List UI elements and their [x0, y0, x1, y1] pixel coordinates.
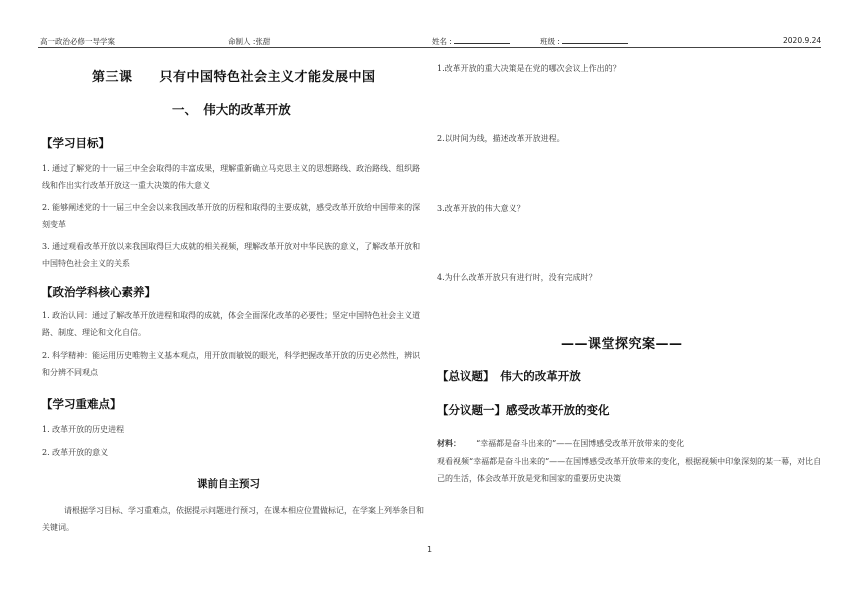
preview-heading: 课前自主预习: [197, 478, 260, 490]
literacy-item: 1. 政治认同：通过了解改革开放进程和取得的成就，体会全面深化改革的必要性；坚定中国特色社会主义道路、制度、理论和文化自信。: [42, 311, 421, 337]
activity-text: 观看视频“幸福都是奋斗出来的”——在国博感受改革开放带来的变化，根据视频中印象深刻的某一幕，对比自己的生活，体会改革开放是党和国家的重要历史决策: [437, 457, 822, 483]
material-line: [437, 431, 684, 450]
topic-heading: 【总议题】 伟大的改革开放: [437, 369, 581, 383]
goals-heading: 【学习目标】: [41, 136, 110, 150]
lesson-title: 第三课 只有中国特色社会主义才能发展中国: [92, 70, 376, 85]
class-blank: [562, 36, 628, 44]
literacy-item: 2. 科学精神：能运用历史唯物主义基本观点，用开放而敏锐的眼光，科学把握改革开放的历史必然性，辨识和分辨不同观点: [42, 351, 421, 377]
material-text: “幸福都是奋斗出来的”——在国博感受改革开放带来的变化: [476, 439, 685, 448]
question-item: 4.为什么改革开放只有进行时，没有完成时？: [437, 273, 597, 282]
goal-item: 2. 能够阐述党的十一届三中全会以来我国改革开放的历程和取得的主要成就，感受改革开放给中国带来的深刻变革: [42, 203, 421, 229]
preview-text: 请根据学习目标、学习重难点，依据提示问题进行预习，在课本相应位置做标记，在学案上列举条目和关键词。: [42, 506, 424, 532]
material-label: 材料：: [437, 438, 461, 448]
goal-item: 1. 通过了解党的十一届三中全会取得的丰富成果，理解重新确立马克思主义的思想路线、政治路线、组织路线和作出实行改革开放这一重大决策的伟大意义: [42, 164, 421, 190]
page-number: 1: [427, 545, 433, 554]
header-rule: [38, 47, 821, 48]
question-item: 2.以时间为线，描述改革开放进程。: [437, 134, 565, 143]
inquiry-heading: ——课堂探究案——: [561, 337, 683, 352]
question-item: 3.改革开放的伟大意义？: [437, 204, 525, 213]
name-label: 姓名 :: [432, 37, 452, 46]
name-blank: [454, 36, 510, 44]
section-title: 一、 伟大的改革开放: [172, 102, 291, 117]
header-course: 高一政治必修一导学案: [40, 37, 115, 46]
header-author: 命制人 :张甜: [228, 37, 271, 46]
keypoint-item: 1. 改革开放的历史进程: [42, 425, 125, 434]
keypoint-item: 2. 改革开放的意义: [42, 448, 109, 457]
header-class-field: [540, 36, 628, 47]
class-label: 班级 :: [540, 37, 560, 46]
header-name-field: [432, 36, 510, 47]
question-item: 1.改革开放的重大决策是在党的哪次会议上作出的？: [437, 64, 621, 73]
literacy-heading: 【政治学科核心素养】: [41, 285, 156, 299]
header-date: 2020.9.24: [783, 36, 822, 45]
subtopic-heading: 【分议题一】感受改革开放的变化: [437, 403, 610, 417]
keypoints-heading: 【学习重难点】: [41, 397, 122, 411]
goal-item: 3. 通过观看改革开放以来我国取得巨大成就的相关视频，理解改革开放对中华民族的意义，了解改革开放和中国特色社会主义的关系: [42, 242, 421, 268]
